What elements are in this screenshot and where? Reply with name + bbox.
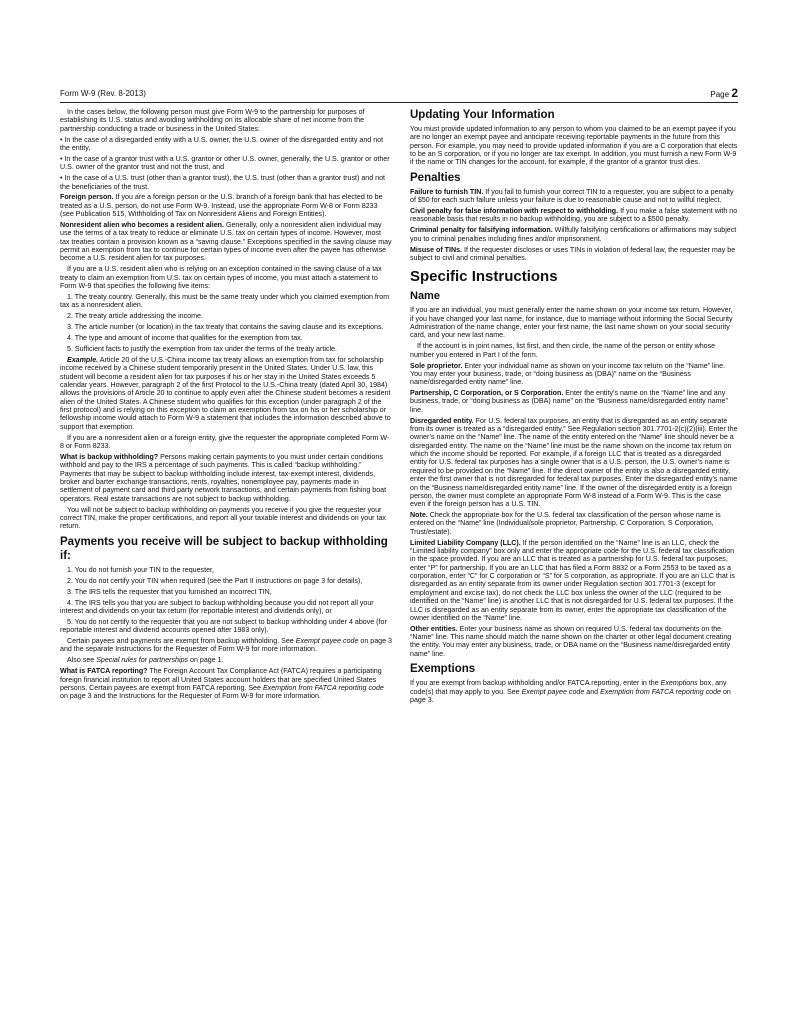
paragraph: Also see Special rules for partnerships on page 1. [67,656,224,665]
paragraph: If you are a U.S. resident alien who is relying on an exception contained in the saving clause of a tax treaty to claim an exemption from U.S. tax on certain types of income, you must attach a statement to Form W-9 that specifies the following five items: [60,265,382,291]
paragraph: Certain payees and payments are exempt from backup withholding. See Exempt payee code on page 3 and the separate Instructions for the Requester of Form W-9 for more information. [60,637,392,654]
paragraph-civil-penalty: Civil penalty for false information with respect to withholding. If you make a false statement with no reasonable basis that results in no backup withholding, you are subject to a $500 penalty. [410,207,738,224]
section-heading-penalties: Penalties [410,171,461,184]
section-heading-specific-instructions: Specific Instructions [410,268,558,286]
numbered-item: 3. The article number (or location) in the tax treaty that contains the saving clause and its exceptions. [67,323,384,332]
paragraph-partnership: Partnership, C Corporation, or S Corporation. Enter the entity’s name on the “Name” line and any business, trade, or “doing business as (DBA) name” on the “Business name/disregarded entity name” line. [410,389,728,414]
paragraph: If you are a nonresident alien or a foreign entity, give the requester the appropriate completed Form W-8 or Form 8233. [60,433,390,451]
paragraph-exemptions: If you are exempt from backup withholding and/or FATCA reporting, enter in the Exemptions box, any code(s) that may apply to you. See Exempt payee code and Exemption from FATCA reporting code on page 3. [410,679,731,704]
numbered-item: 1. The treaty country. Generally, this must be the same treaty under which you claimed exemption from tax as a nonresident alien. [60,293,390,310]
numbered-item: 2. The treaty article addressing the income. [67,312,203,321]
paragraph: You will not be subject to backup withholding on payments you receive if you give the requester your correct TIN, make the proper certifications, and report all your taxable interest and dividends on your tax return. [60,505,386,531]
paragraph-foreign-person: Foreign person. If you are a foreign person or the U.S. branch of a foreign bank that has elected to be treated as a U.S. person, do not use Form W-9. Instead, use the appropriate Form W-8 or Form 8233 (see Publication 515, Withholding of Tax on Nonresident Aliens and Foreign Entities). [60,193,383,219]
paragraph-misuse-tins: Misuse of TINs. If the requester discloses or uses TINs in violation of federal law, the requester may be subject to civil and criminal penalties. [410,245,736,262]
paragraph-llc: Limited Liability Company (LLC). If the person identified on the “Name” line is an LLC, check the “Limited liability company” box only and enter the appropriate code for the U.S. federal tax classification in the space provided. If you are an LLC that is treated as a partnership for U.S. federal tax purposes, enter “P” for partnership. If you are an LLC that has filed a Form 8832 or a Form 2553 to be taxed as a corporation, enter “C” for C corporation or “S” for S corporation, as appropriate. If you are an LLC that is disregarded as an entity separate from its owner under Regulation section 301.7701-3 (except for employment and excise tax), do not check the LLC box unless the owner of the LLC (required to be identified on the “Name” line) is another LLC that is not disregarded for U.S. federal tax purposes. If the LLC is disregarded as an entity separate from its owner, enter the appropriate tax classification of the owner identified on the “Name” line. [410,538,735,622]
paragraph-disregarded-entity: Disregarded entity. For U.S. federal tax purposes, an entity that is disregarded as an entity separate from its owner is treated as a “disregarded entity.” See Regulation section 301.7701-2(c)(2)(iii). Enter the owner’s name on the “Name” line. The name of the entity entered on the “Name” line should never be a disregarded entity. The name on the “Name” line must be the name shown on the income tax return on which the income should be reported. For example, if a foreign LLC that is treated as a disregarded entity for U.S. federal tax purposes has a single owner that is a U.S. person, the U.S. owner’s name is required to be provided on the “Name” line. If the direct owner of the entity is also a disregarded entity, enter the first owner that is not disregarded for federal tax purposes. Enter the disregarded entity’s name on the “Business name/disregarded entity name” line. If the owner of the disregarded entity is a foreign person, the owner must complete an appropriate Form W-8 instead of a Form W-9. This is the case even if the foreign person has a U.S. TIN. [410,416,738,509]
paragraph-sole-proprietor: Sole proprietor. Enter your individual name as shown on your income tax return on the “Name” line. You may enter your business, trade, or “doing business as (DBA)” name on the “Business name/disregarded entity name” line. [410,361,726,387]
paragraph-fatca: What is FATCA reporting? The Foreign Account Tax Compliance Act (FATCA) requires a participating foreign financial institution to report all United States account holders that are specified United States persons. Certain payees are exempt from FATCA reporting. See Exemption from FATCA reporting code on page 3 and the Instructions for the Requester of Form W-9 for more information. [60,667,384,701]
left-column [60,108,392,703]
numbered-item: 5. You do not certify to the requester that you are not subject to backup withholding under 4 above (for reportable interest and dividend accounts opened after 1983 only). [60,617,387,635]
paragraph-criminal-penalty: Criminal penalty for falsifying information. Willfully falsifying certifications or affirmations may subject you to criminal penalties including fines and/or imprisonment. [410,226,737,243]
page-word: Page [710,90,730,99]
page-indicator [710,86,738,100]
paragraph: If you are an individual, you must generally enter the name shown on your income tax return. However, if you have changed your last name, for instance, due to marriage without informing the Social Security Administration of the name change, enter your first name, the last name shown on your social security card, and your new last name. [410,306,733,340]
numbered-item: 3. The IRS tells the requester that you furnished an incorrect TIN, [67,587,272,596]
paragraph: You must provide updated information to any person to whom you claimed to be an exempt payee if you are no longer an exempt payee and anticipate receiving reportable payments in the future from this person. For example, you may need to provide updated information if you are a C corporation that elects to be an S corporation, or if you no longer are tax exempt. In addition, you must furnish a new Form W-9 if the name or TIN changes for the account, for example, if the grantor of a grantor trust dies. [410,125,738,167]
paragraph-backup-withholding: What is backup withholding? Persons making certain payments to you must under certain conditions withhold and pay to the IRS a percentage of such payments. This is called “backup withholding.” Payments that may be subject to backup withholding include interest, tax-exempt interest, dividends, broker and barter exchange transactions, rents, royalties, nonemployee pay, payments made in settlement of payment card and third party network transactions, and certain payments from fishing boat operators. Real estate transactions are not subject to backup withholding. [60,453,387,503]
bullet-item: • In the case of a grantor trust with a U.S. grantor or other U.S. owner, generally, the U.S. grantor or other U.S. owner of the grantor trust and not the trust, and [60,154,390,172]
paragraph-note: Note. Check the appropriate box for the U.S. federal tax classification of the person whose name is entered on the “Name” line (Individual/sole proprietor, Partnership, C Corporation, S Corporation, Trust/estate). [410,511,721,536]
numbered-item: 1. You do not furnish your TIN to the requester, [67,565,214,574]
paragraph: If the account is in joint names, list first, and then circle, the name of the person or entity whose number you entered in Part I of the form. [410,342,716,359]
bullet-item: • In the case of a U.S. trust (other than a grantor trust), the U.S. trust (other than a grantor trust) and not the beneficiaries of the trust. [60,174,386,191]
paragraph-failure-tin: Failure to furnish TIN. If you fail to furnish your correct TIN to a requester, you are subject to a penalty of $50 for each such failure unless your failure is due to reasonable cause and not to willful neglect. [410,187,734,205]
section-heading-updating: Updating Your Information [410,109,555,121]
page-number: 2 [731,86,738,100]
section-heading-exemptions: Exemptions [410,663,476,676]
numbered-item: 2. You do not certify your TIN when required (see the Part II instructions on page 3 for details), [67,576,363,585]
right-column [410,108,738,707]
form-label: Form W-9 (Rev. 8-2013) [60,89,146,98]
page-header [60,84,738,100]
section-heading-payments: Payments you receive will be subject to backup withholding if: [60,535,388,562]
paragraph: In the cases below, the following person must give Form W-9 to the partnership for purposes of establishing its U.S. status and avoiding withholding on its allocable share of net income from the partnership conducting a trade or business in the United States: [60,108,365,133]
header-rule [60,102,738,103]
bullet-item: • In the case of a disregarded entity with a U.S. owner, the U.S. owner of the disregarded entity and not the entity, [60,135,384,152]
paragraph-nonresident-alien: Nonresident alien who becomes a resident alien. Generally, only a nonresident alien individual may use the terms of a tax treaty to reduce or eliminate U.S. tax on certain types of income. However, most tax treaties contain a provision known as a “saving clause.” Exceptions specified in the saving clause may permit an exemption from tax to continue for certain types of income even after the payee has otherwise become a U.S. resident alien for tax purposes. [60,221,392,263]
numbered-item: 5. Sufficient facts to justify the exemption from tax under the terms of the treaty article. [67,345,337,354]
numbered-item: 4. The IRS tells you that you are subject to backup withholding because you did not report all your interest and dividends on your tax return (for reportable interest and dividends only), or [60,598,374,615]
subsection-heading-name: Name [410,290,440,303]
paragraph-other-entities: Other entities. Enter your business name as shown on required U.S. federal tax documents on the “Name” line. This name should match the name shown on the charter or other legal document creating the entity. You may enter any business, trade, or DBA name on the “Business name/disregarded entity name” line. [410,624,732,658]
paragraph-example: Example. Article 20 of the U.S.-China income tax treaty allows an exemption from tax for scholarship income received by a Chinese student temporarily present in the United States. Under U.S. law, this student will become a resident alien for tax purposes if his or her stay in the United States exceeds 5 calendar years. However, paragraph 2 of the first Protocol to the U.S.-China treaty (dated April 30, 1984) allows the provisions of Article 20 to continue to apply even after the Chinese student becomes a resident alien of the United States. A Chinese student who qualifies for this exception (under paragraph 2 of the first protocol) and is relying on this exception to claim an exemption from tax on his or her scholarship or fellowship income would attach to Form W-9 a statement that includes the information described above to support that exemption. [60,356,391,431]
numbered-item: 4. The type and amount of income that qualifies for the exemption from tax. [67,334,303,343]
